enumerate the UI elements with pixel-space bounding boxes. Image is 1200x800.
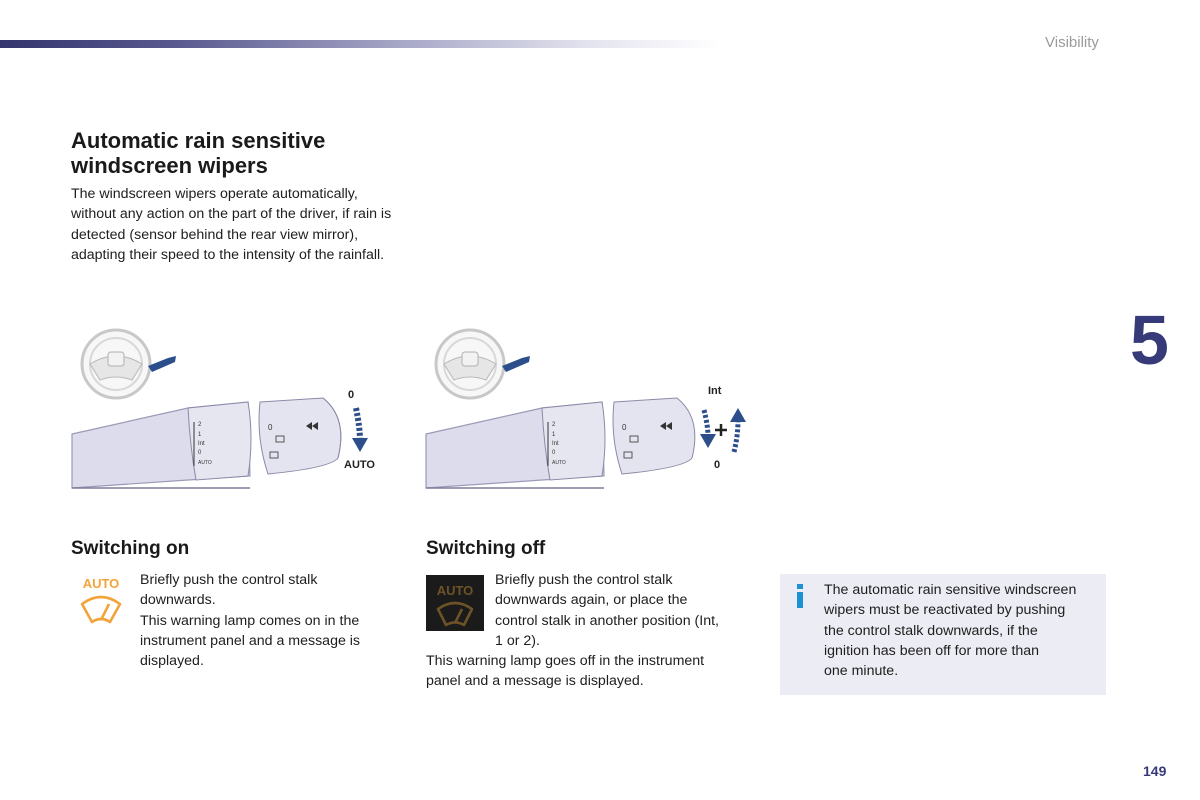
lamp-label: AUTO xyxy=(82,576,120,591)
text-line: one minute. xyxy=(824,663,899,680)
page-title: Automatic rain sensitive windscreen wipers xyxy=(71,128,326,178)
text-line: displayed. xyxy=(140,653,204,670)
wiper-stalk xyxy=(72,398,341,488)
steering-wheel-icon xyxy=(436,330,530,398)
text-line: wipers must be reactivated by pushing xyxy=(824,602,1066,619)
intro-paragraph: The windscreen wipers operate automatically, without any action on the part of the driver, if rain is detected (sensor behind the rear view mirror), adapting their speed to the intensity of the rainfall. xyxy=(71,186,392,263)
text-line: downwards again, or place the xyxy=(495,592,688,609)
text-line: 1 or 2). xyxy=(495,632,540,649)
chapter-number: 5 xyxy=(1130,301,1169,379)
position-label-int: Int xyxy=(708,385,722,397)
switching-off-heading: Switching off xyxy=(426,538,546,559)
info-note-box xyxy=(780,574,1106,695)
svg-text:AUTO: AUTO xyxy=(198,460,212,466)
arrow-down-icon xyxy=(700,410,716,448)
svg-text:Int: Int xyxy=(198,441,205,447)
page-number: 149 xyxy=(1143,763,1167,779)
text-line: This warning lamp comes on in the xyxy=(140,612,360,629)
arrow-up-icon xyxy=(730,408,746,452)
text-line: The automatic rain sensitive windscreen xyxy=(824,582,1077,598)
section-label: Visibility xyxy=(1045,34,1099,51)
text-line: Briefly push the control stalk xyxy=(140,572,318,588)
svg-text:1: 1 xyxy=(552,432,556,438)
svg-text:Int: Int xyxy=(552,441,559,447)
stalk-diagram-switch-off xyxy=(422,318,752,498)
auto-wiper-warning-lamp-icon xyxy=(76,574,126,632)
lamp-label: AUTO xyxy=(436,583,474,598)
text-line: downwards. xyxy=(140,592,216,609)
arrow-down-icon xyxy=(352,408,368,452)
position-label-top: 0 xyxy=(348,389,355,401)
svg-text:0: 0 xyxy=(622,423,627,432)
info-text xyxy=(824,580,1106,681)
svg-text:1: 1 xyxy=(198,432,202,438)
text-line: This warning lamp goes off in the instrument xyxy=(426,653,705,669)
stalk-diagram-switch-on xyxy=(68,318,398,498)
switching-on-heading: Switching on xyxy=(71,538,190,559)
text-line: control stalk in another position (Int, xyxy=(495,612,719,629)
switching-on-text xyxy=(140,570,400,671)
steering-wheel-icon xyxy=(82,330,176,398)
info-icon xyxy=(794,584,806,608)
wiper-stalk xyxy=(426,398,695,488)
plus-icon xyxy=(715,424,727,436)
switching-off-followup xyxy=(426,651,756,692)
text-line: Briefly push the control stalk xyxy=(495,572,673,588)
text-line: panel and a message is displayed. xyxy=(426,673,644,690)
text-line: the control stalk downwards, if the xyxy=(824,622,1038,639)
text-line: ignition has been off for more than xyxy=(824,642,1040,659)
svg-text:0: 0 xyxy=(268,423,273,432)
svg-text:2: 2 xyxy=(198,422,202,428)
auto-wiper-warning-lamp-off-icon xyxy=(426,575,484,631)
header-gradient-bar xyxy=(0,40,720,48)
svg-text:AUTO: AUTO xyxy=(552,460,566,466)
switching-off-text xyxy=(495,570,755,651)
svg-text:0: 0 xyxy=(198,450,202,456)
position-label-zero: 0 xyxy=(714,459,721,471)
position-label-auto: AUTO xyxy=(344,459,375,471)
svg-text:2: 2 xyxy=(552,422,556,428)
svg-text:0: 0 xyxy=(552,450,556,456)
text-line: instrument panel and a message is xyxy=(140,632,361,649)
